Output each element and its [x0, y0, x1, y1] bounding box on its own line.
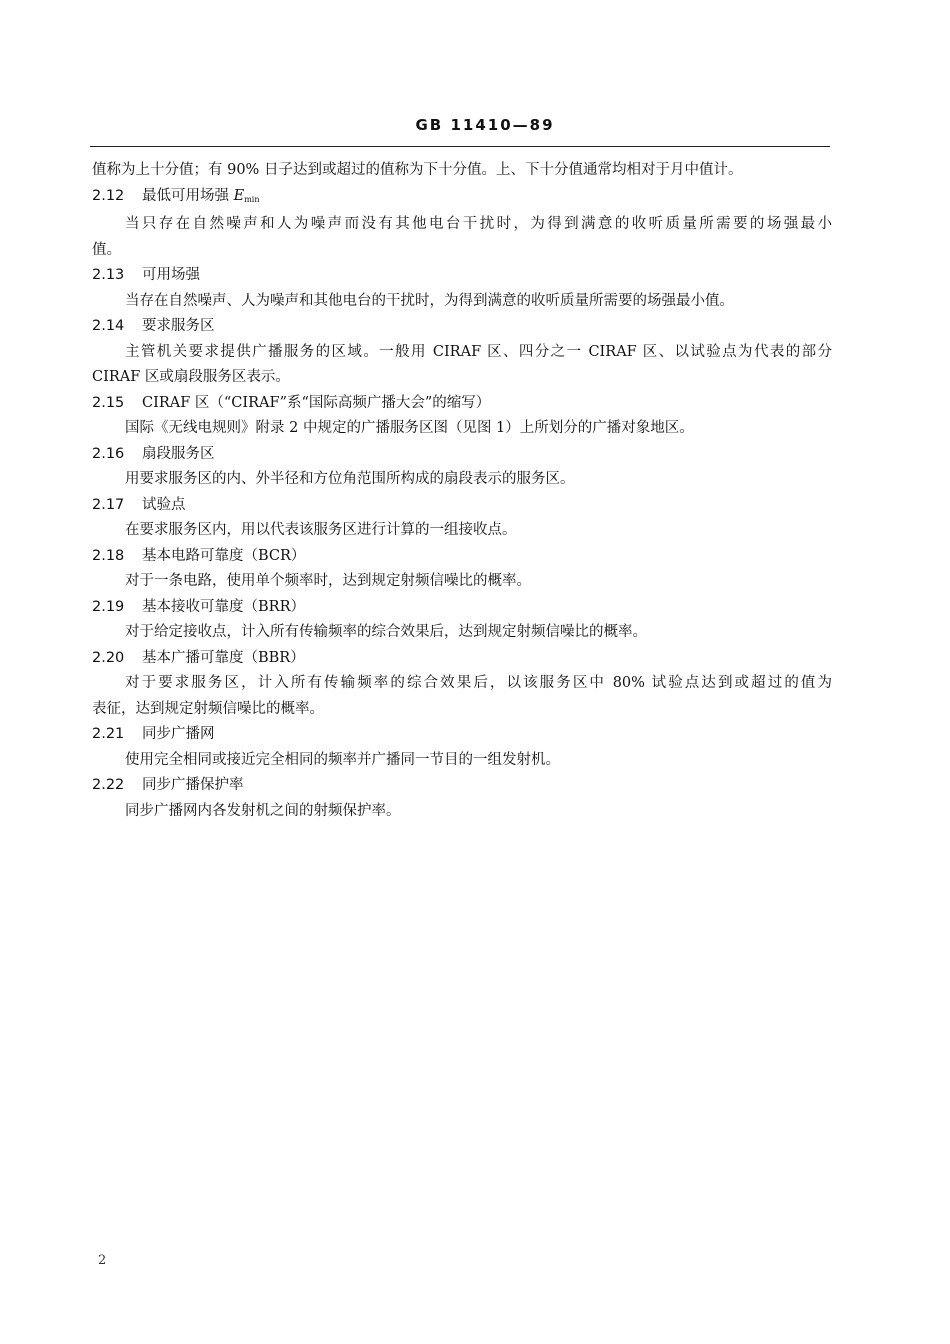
clause-title: 基本接收可靠度（BRR） — [142, 598, 305, 615]
clause-body: 主管机关要求提供广播服务的区域。一般用 CIRAF 区、四分之一 CIRAF 区、以试验点为代表的部分 — [125, 343, 832, 360]
clause-title: 可用场强 — [142, 267, 200, 283]
clause-heading — [92, 314, 832, 340]
clause-heading — [92, 595, 832, 621]
clause-number: 2.22 — [92, 777, 125, 793]
intro-line: 值称为上十分值；有 90% 日子达到或超过的值称为下十分值。上、下十分值通常均相对于月中值计。 — [92, 162, 743, 178]
clause-body: 在要求服务区内，用以代表该服务区进行计算的一组接收点。 — [125, 522, 517, 538]
clause-body-cont: 表征，达到规定射频信噪比的概率。 — [92, 700, 324, 717]
clause-body: 同步广播网内各发射机之间的射频保护率。 — [125, 802, 401, 819]
clause-heading — [92, 263, 832, 289]
clause-body: 对于给定接收点，计入所有传输频率的综合效果后，达到规定射频信噪比的概率。 — [125, 624, 647, 640]
clause-body: 对于一条电路，使用单个频率时，达到规定射频信噪比的概率。 — [125, 573, 531, 589]
clause-number: 2.19 — [92, 598, 125, 615]
clause-body-cont: 值。 — [92, 241, 121, 258]
standard-code: GB 11410—89 — [415, 116, 555, 134]
clause-number: 2.18 — [92, 547, 125, 564]
clause-heading — [92, 493, 832, 519]
clause-body: 当存在自然噪声、人为噪声和其他电台的干扰时，为得到满意的收听质量所需要的场强最小值。 — [125, 292, 734, 309]
document-body — [92, 158, 832, 824]
clause-body: 用要求服务区的内、外半径和方位角范围所构成的扇段表示的服务区。 — [125, 471, 575, 487]
symbol-subscript: min — [244, 194, 260, 204]
clause-title: 要求服务区 — [142, 318, 215, 334]
clause-heading — [92, 544, 832, 570]
page-header — [90, 116, 830, 147]
clause-number: 2.15 — [92, 394, 125, 411]
symbol: E — [233, 187, 245, 204]
clause-number: 2.17 — [92, 496, 125, 513]
clause-heading — [92, 442, 832, 468]
clause-number: 2.13 — [92, 267, 125, 283]
clause-title: CIRAF 区（“CIRAF”系“国际高频广播大会”的缩写） — [142, 394, 491, 411]
clause-body: 使用完全相同或接近完全相同的频率并广播同一节目的一组发射机。 — [125, 751, 560, 768]
clause-heading — [92, 391, 832, 417]
clause-number: 2.16 — [92, 445, 125, 462]
clause-heading — [92, 722, 832, 748]
clause-title: 试验点 — [142, 496, 186, 513]
clause-title: 扇段服务区 — [142, 445, 215, 462]
clause-title: 同步广播网 — [142, 726, 215, 742]
clause-title: 基本电路可靠度（BCR） — [142, 547, 306, 564]
clause-body: 当只存在自然噪声和人为噪声而没有其他电台干扰时，为得到满意的收听质量所需要的场强最小 — [125, 216, 832, 232]
page-number: 2 — [98, 1253, 107, 1268]
clause-title: 同步广播保护率 — [142, 777, 244, 793]
clause-heading — [92, 773, 832, 799]
clause-title: 最低可用场强 — [142, 187, 234, 204]
clause-body: 国际《无线电规则》附录 2 中规定的广播服务区图（见图 1）上所划分的广播对象地区。 — [125, 420, 694, 436]
clause-heading — [92, 646, 832, 672]
clause-number: 2.12 — [92, 187, 125, 204]
clause-title: 基本广播可靠度（BBR） — [142, 649, 305, 666]
clause-body-cont: CIRAF 区或扇段服务区表示。 — [92, 369, 290, 385]
clause-heading — [92, 184, 832, 213]
clause-number: 2.21 — [92, 726, 125, 742]
clause-body: 对于要求服务区，计入所有传输频率的综合效果后，以该服务区中 80% 试验点达到或超过的值为 — [125, 675, 832, 691]
clause-number: 2.14 — [92, 318, 125, 334]
clause-number: 2.20 — [92, 649, 125, 666]
